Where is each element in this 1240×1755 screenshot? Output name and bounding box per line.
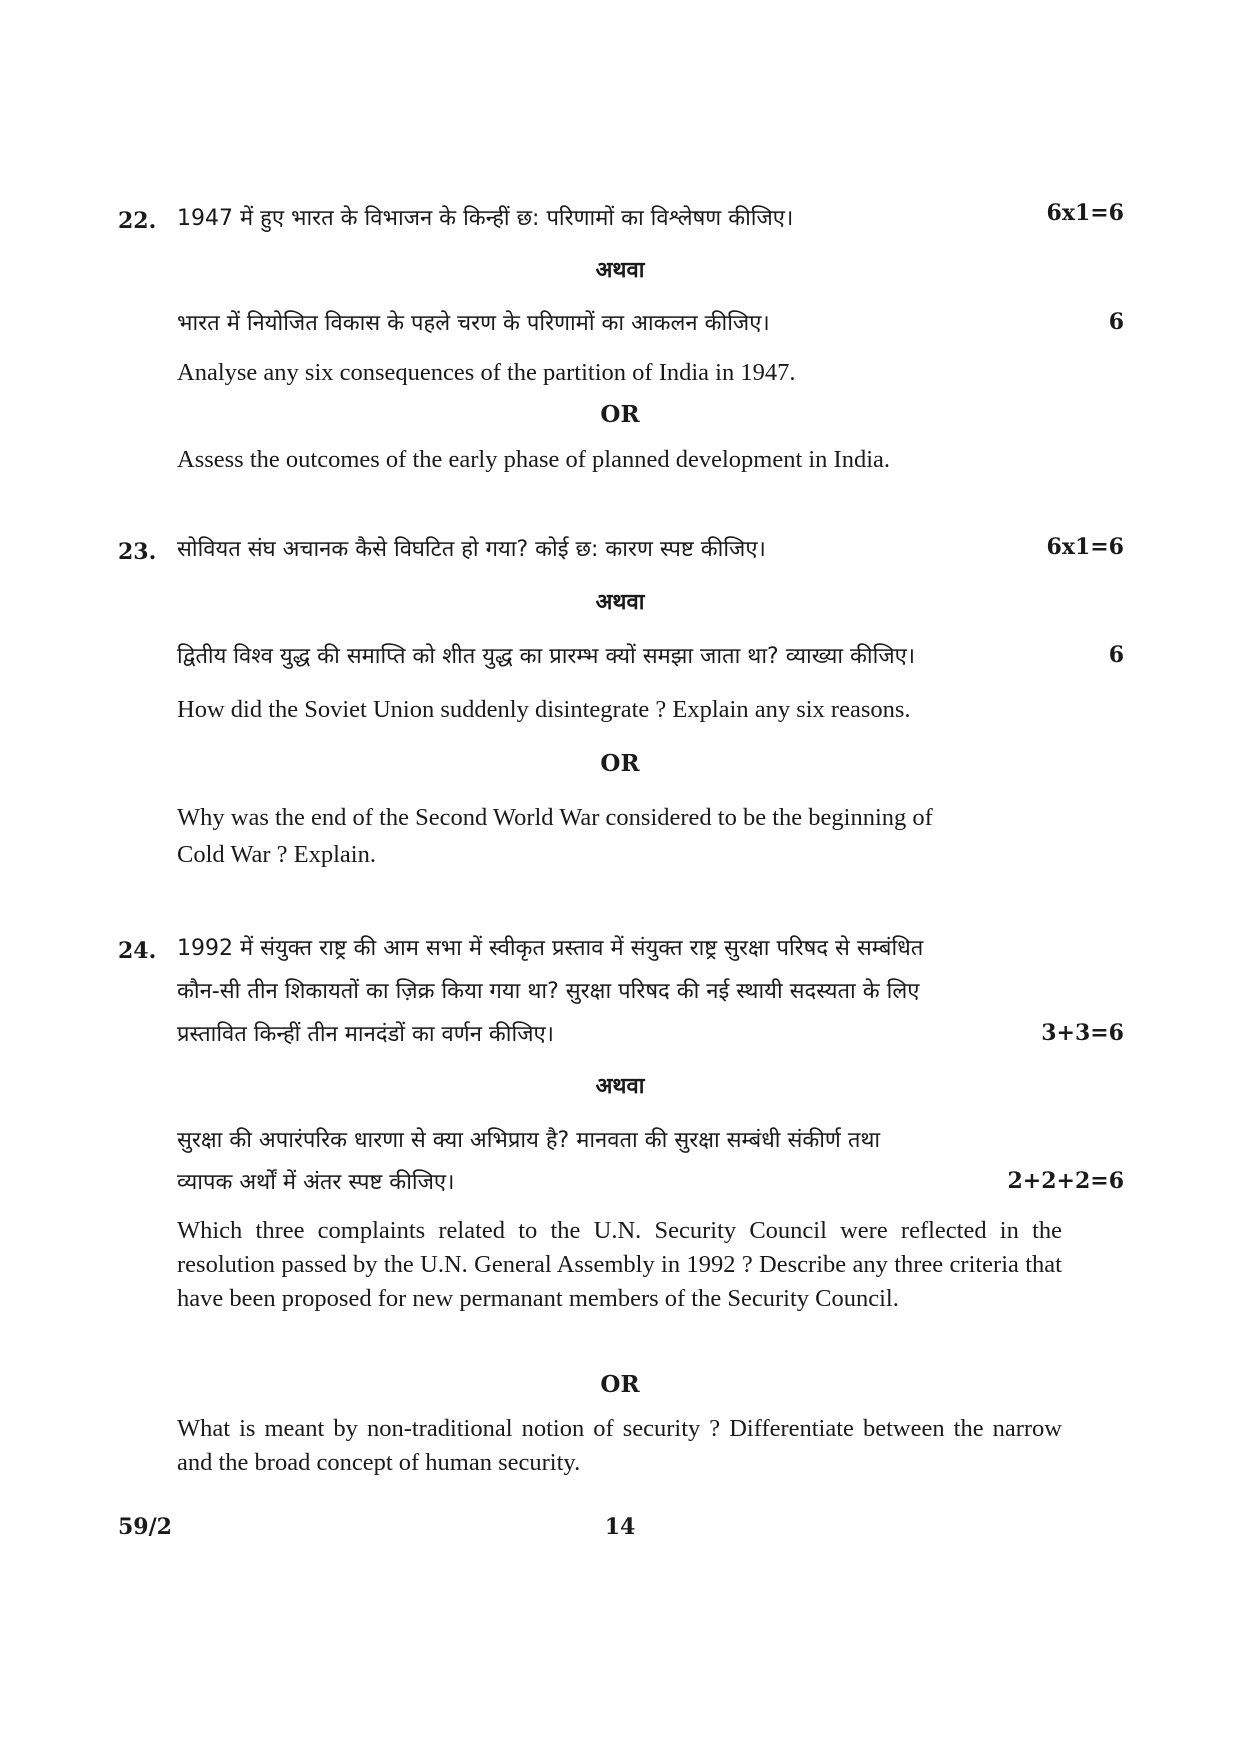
page-number: 14 (604, 1514, 636, 1540)
question-22-or-english: OR (600, 401, 640, 428)
question-24-alt-english: What is meant by non-traditional notion of security ? Differentiate between the narrow and the broad concept of human security. (177, 1415, 1062, 1476)
question-24-alt-hindi-line1: सुरक्षा की अपारंपरिक धारणा से क्या अभिप्राय है? मानवता की सुरक्षा सम्बंधी संकीर्ण तथा (177, 1128, 881, 1153)
question-22-or-hindi: अथवा (595, 258, 645, 283)
question-23-alt-english-line2: Cold War ? Explain. (177, 841, 376, 868)
question-24-number: 24. (118, 938, 157, 964)
question-23-alt-hindi: द्वितीय विश्व युद्ध की समाप्ति को शीत युद्ध का प्रारम्भ क्यों समझा जाता था? व्याख्या कीजिए। (177, 644, 916, 669)
question-23-hindi: सोवियत संघ अचानक कैसे विघटित हो गया? कोई छ: कारण स्पष्ट कीजिए। (177, 537, 766, 562)
question-23-number: 23. (118, 539, 157, 565)
question-24-marks: 3+3=6 (1041, 1020, 1124, 1046)
question-23-alt-marks: 6 (1108, 642, 1124, 668)
question-22-alt-hindi: भारत में नियोजित विकास के पहले चरण के परिणामों का आकलन कीजिए। (177, 311, 770, 336)
question-22-alt-english: Assess the outcomes of the early phase of planned development in India. (177, 446, 891, 473)
question-24-english: Which three complaints related to the U.N. Security Council were reflected in the resolution passed by the U.N. General Assembly in 1992 ? Describe any three criteria that have been proposed for new permanant members of the Security Council. (177, 1217, 1062, 1312)
question-24-alt-marks: 2+2+2=6 (1007, 1168, 1124, 1194)
question-24-hindi-line2: कौन-सी तीन शिकायतों का ज़िक्र किया गया था? सुरक्षा परिषद की नई स्थायी सदस्यता के लिए (177, 979, 920, 1004)
question-23-english: How did the Soviet Union suddenly disintegrate ? Explain any six reasons. (177, 696, 911, 723)
question-24-hindi-line1: 1992 में संयुक्त राष्ट्र की आम सभा में स्वीकृत प्रस्ताव में संयुक्त राष्ट्र सुरक्षा परिषद से सम्बंधित (177, 936, 924, 961)
question-23-marks: 6x1=6 (1046, 534, 1124, 560)
question-23-or-hindi: अथवा (595, 590, 645, 615)
question-22-marks: 6x1=6 (1046, 200, 1124, 226)
question-24-hindi-line3: प्रस्तावित किन्हीं तीन मानदंडों का वर्णन कीजिए। (177, 1022, 555, 1047)
paper-code: 59/2 (118, 1514, 172, 1540)
question-24-or-hindi: अथवा (595, 1074, 645, 1099)
question-22-english: Analyse any six consequences of the partition of India in 1947. (177, 359, 796, 386)
question-24-or-english: OR (600, 1371, 640, 1398)
question-22-number: 22. (118, 208, 157, 234)
question-23-alt-english-line1: Why was the end of the Second World War considered to be the beginning of (177, 804, 933, 831)
question-22-alt-marks: 6 (1108, 309, 1124, 335)
question-23-or-english: OR (600, 750, 640, 777)
question-24-alt-hindi-line2: व्यापक अर्थों में अंतर स्पष्ट कीजिए। (177, 1170, 455, 1195)
question-22-hindi: 1947 में हुए भारत के विभाजन के किन्हीं छ: परिणामों का विश्लेषण कीजिए। (177, 206, 794, 231)
